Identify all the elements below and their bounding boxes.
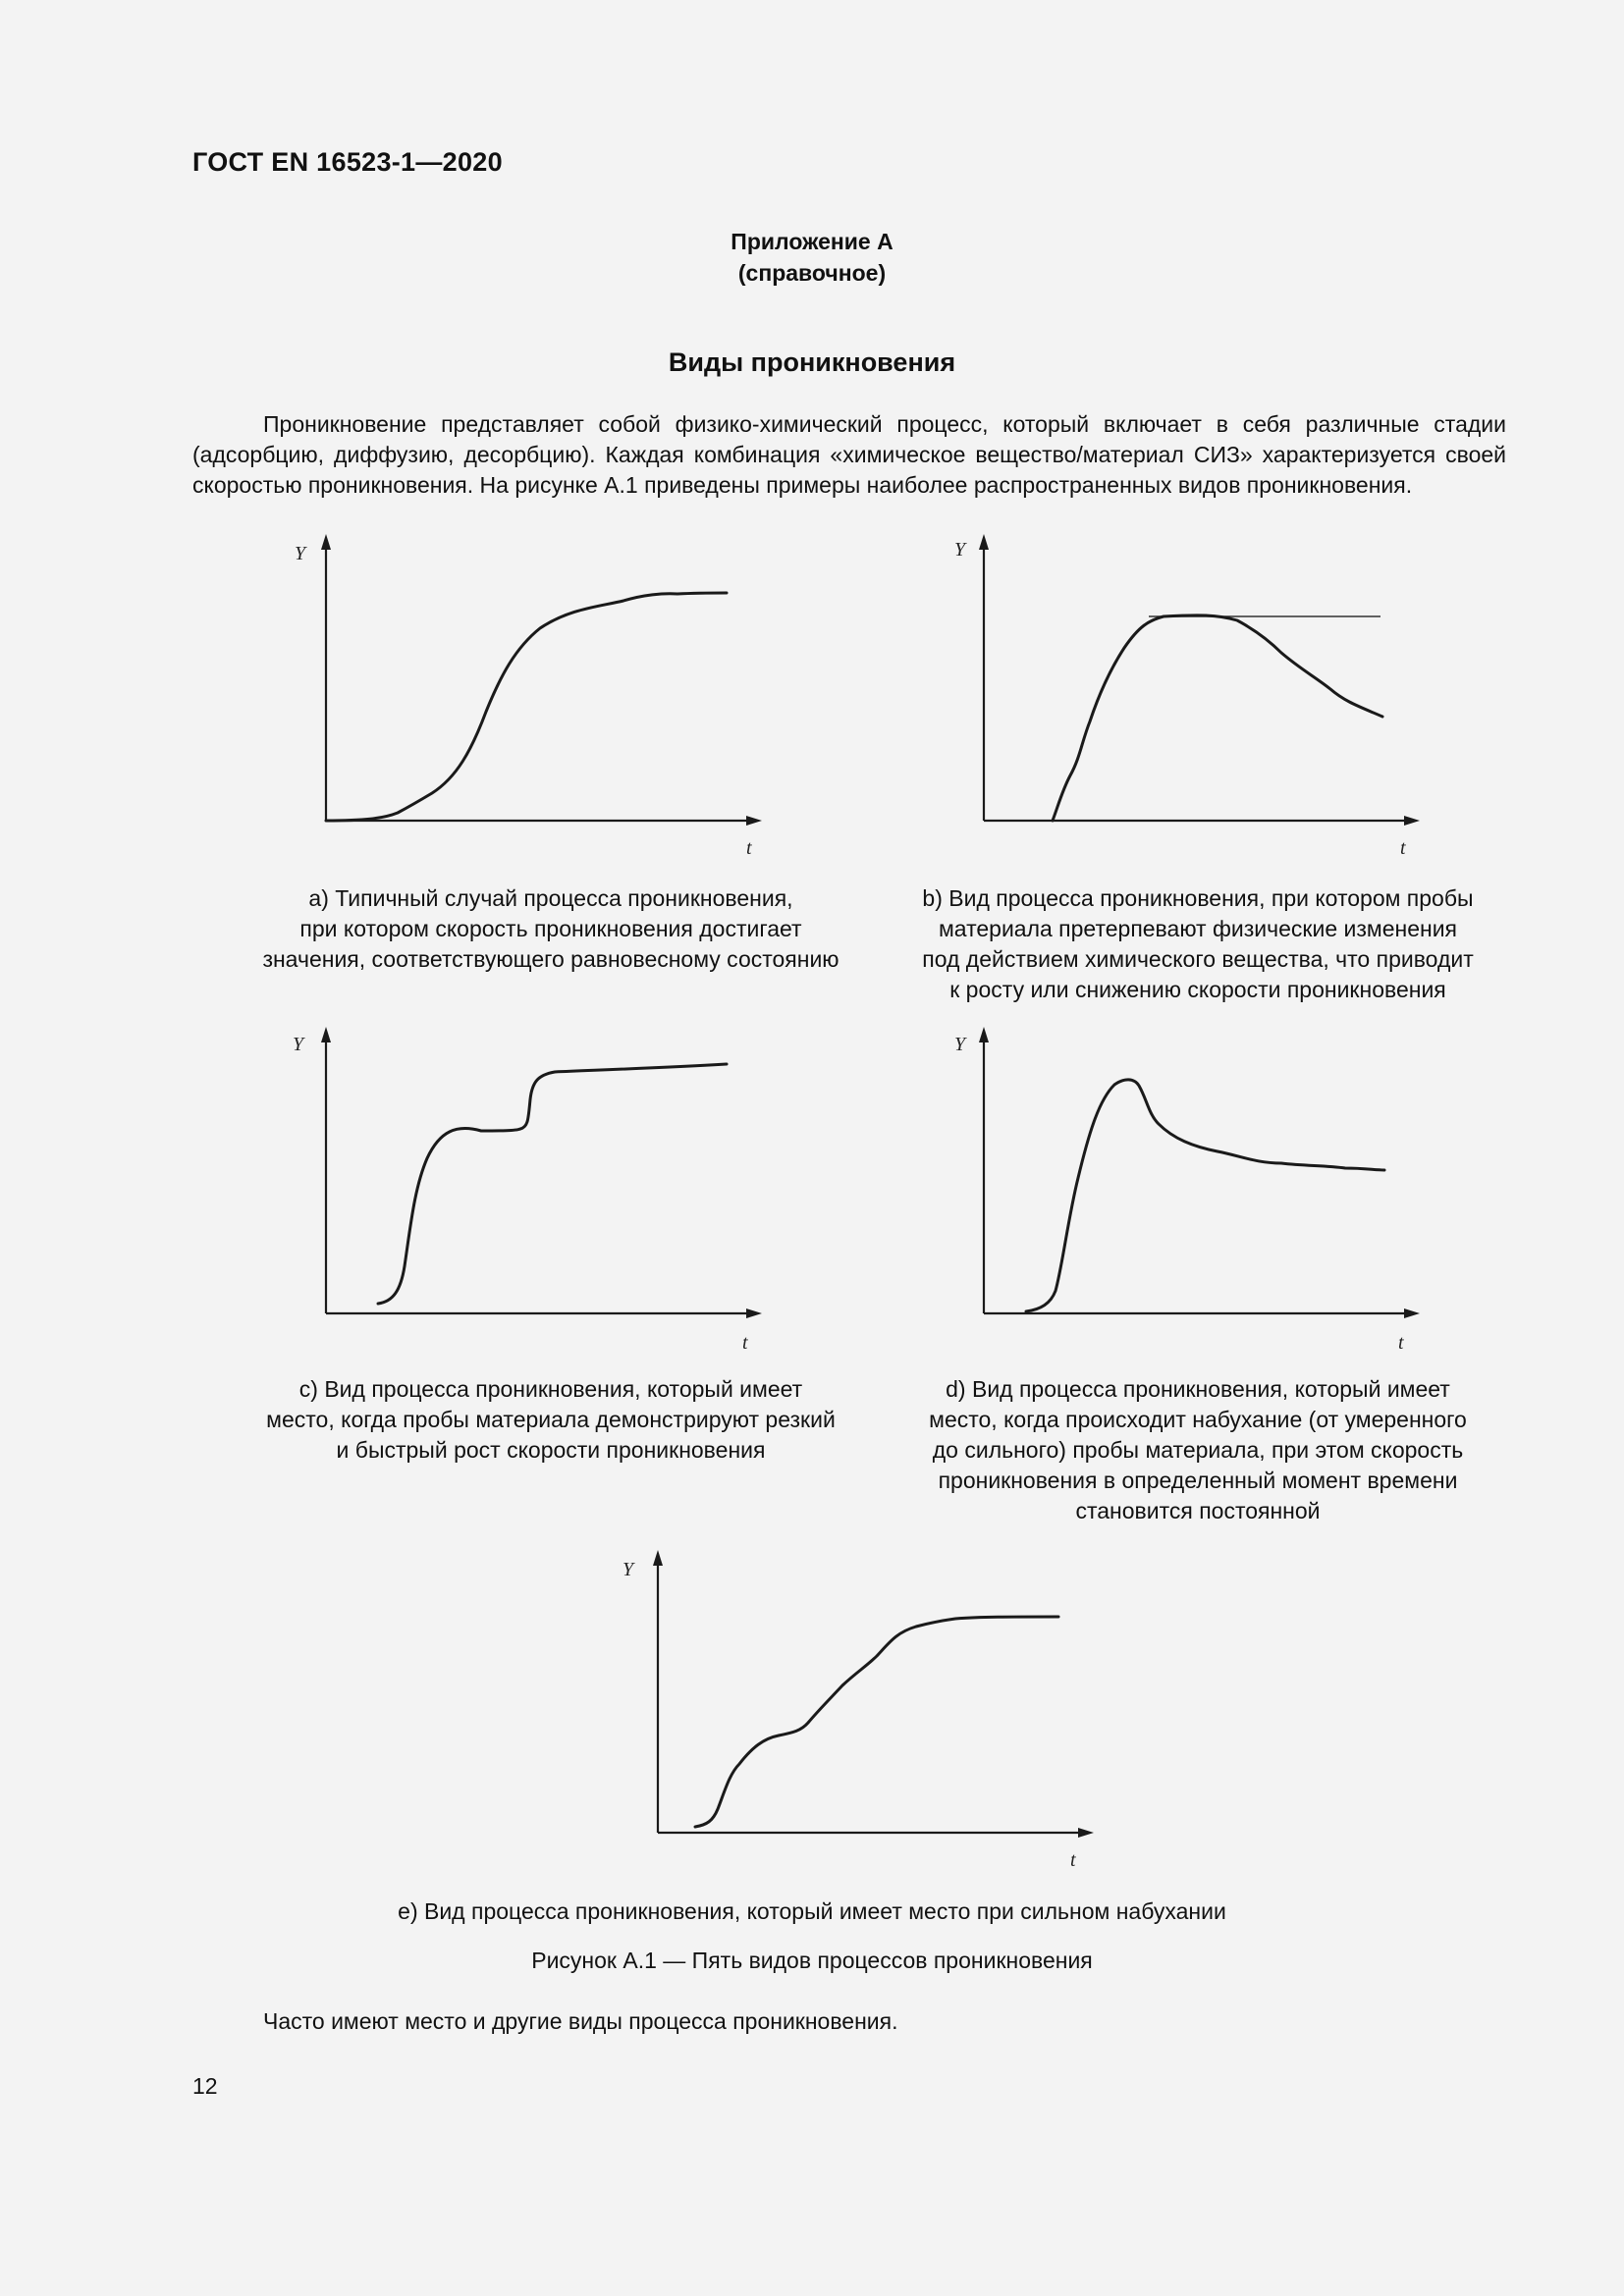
curve-d [1026, 1080, 1384, 1311]
curve-e [695, 1617, 1058, 1827]
graph-c [285, 1021, 776, 1355]
annex-title: Приложение А [731, 229, 893, 254]
document-header: ГОСТ EN 16523-1—2020 [192, 147, 503, 177]
graph-b [943, 530, 1434, 864]
x-axis-label: t [746, 837, 752, 859]
graph-e [617, 1546, 1108, 1880]
curve-a [326, 593, 727, 821]
caption-e: е) Вид процесса проникновения, который имеет место при сильном набухании [398, 1898, 1226, 1924]
y-axis-label: Y [295, 543, 306, 564]
section-title: Виды проникновения [668, 347, 956, 377]
annex-subtitle: (справочное) [737, 260, 887, 286]
y-axis-label: Y [954, 539, 966, 561]
graph-a [285, 530, 776, 864]
closing-paragraph: Часто имеют место и другие виды процесса проникновения. [263, 2008, 898, 2034]
x-axis-label: t [1398, 1332, 1404, 1354]
graph-d [943, 1021, 1434, 1355]
x-axis-label: t [1070, 1849, 1076, 1871]
curve-c [378, 1064, 727, 1304]
x-axis-label: t [1400, 837, 1406, 859]
y-axis-label: Y [293, 1034, 304, 1055]
y-axis-label: Y [623, 1559, 634, 1580]
y-axis-label: Y [954, 1034, 966, 1055]
intro-paragraph: Проникновение представляет собой физико-химический процесс, который включает в себя различные стадии (адсорбцию, диффузию, десорбцию). Каждая комбинация «химическое вещество/материал СИЗ» характеризуется своей скоростью проникновения. На рисунке А.1 приведены примеры наиболее распространенных видов проникновения. [192, 411, 1506, 498]
curve-b [1053, 615, 1382, 821]
caption-c: с) Вид процесса проникновения, который имеет место, когда пробы материала демонстрируют резкий и быстрый рост скорости проникновения [266, 1376, 836, 1463]
caption-b: b) Вид процесса проникновения, при котором пробы материала претерпевают физические изменения под действием химического вещества, что приводит к росту или снижению скорости проникновения [922, 885, 1474, 1002]
caption-d: d) Вид процесса проникновения, который имеет место, когда происходит набухание (от умеренного до сильного) пробы материала, при этом скорость проникновения в определенный момент времени становится постоянной [929, 1376, 1467, 1523]
caption-a: а) Типичный случай процесса проникновения, при котором скорость проникновения достигает значения, соответствующего равновесному состоянию [262, 885, 839, 972]
figure-caption: Рисунок А.1 — Пять видов процессов проникновения [531, 1948, 1093, 1973]
page-number: 12 [192, 2073, 218, 2099]
x-axis-label: t [742, 1332, 748, 1354]
